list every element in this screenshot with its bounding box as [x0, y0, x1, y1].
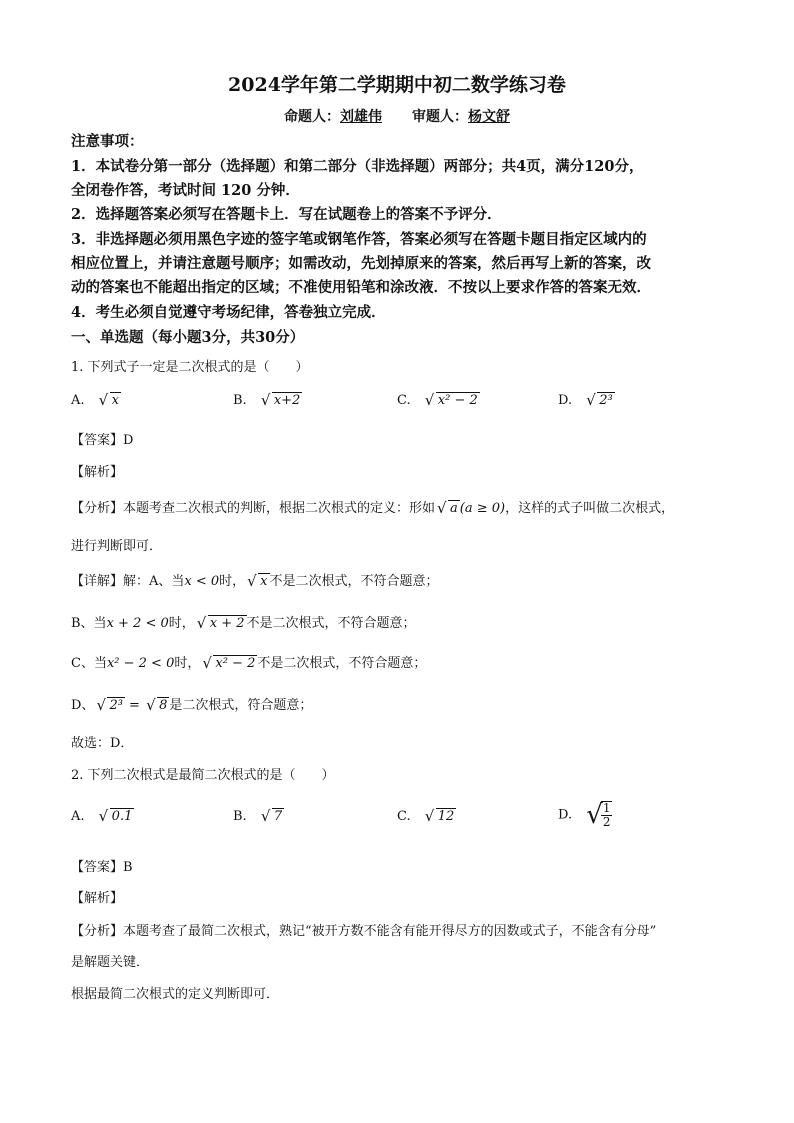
q2-fenxi-line-3: 根据最简二次根式的定义判断即可． [71, 987, 280, 1002]
notice-item-4: 4．考生必须自觉遵守考场纪律，答卷独立完成． [71, 304, 386, 321]
q2-fenxi-line-1: 【分析】本题考查了最简二次根式，熟记“被开方数不能含有能开得尽方的因数或式子，不能含有分母” [71, 924, 657, 939]
q2-option-b: B. √ 7 [233, 809, 284, 824]
notice-item-3-line-2: 相应位置上，并请注意题号顺序；如需改动，先划掉原来的答案，然后再写上新的答案，改 [71, 255, 651, 272]
q1-detail-b: B、当x + 2 < 0时，√ x + 2 不是二次根式，不符合题意； [71, 612, 416, 631]
q2-option-c: C. √ 12 [397, 809, 456, 824]
reviewer-name: 杨文舒 [468, 109, 510, 125]
author-label: 命题人： [284, 109, 340, 125]
page-title: 2024学年第二学期期中初二数学练习卷 [228, 74, 566, 96]
notice-item-3-line-3: 动的答案也不能超出指定的区域；不准使用铅笔和涂改液．不按以上要求作答的答案无效． [71, 279, 651, 296]
q2-answer: 【答案】B [71, 860, 133, 875]
notice-item-1-line-1: 1．本试卷分第一部分（选择题）和第二部分（非选择题）两部分；共4页，满分120分， [71, 158, 644, 175]
q2-stem: 2. 下列二次根式是最简二次根式的是（ ） [71, 768, 335, 783]
q1-option-b: B. √ x+2 [233, 393, 302, 408]
q1-option-a: A. √ x [71, 393, 121, 408]
notice-heading: 注意事项： [71, 133, 144, 150]
q1-option-d: D. √ 2³ [558, 393, 615, 408]
q2-option-d: D. √ $\frac{1}{2}$ [558, 800, 611, 830]
author-line [0, 106, 794, 126]
q1-answer: 【答案】D [71, 433, 134, 448]
q1-analysis-tag: 【解析】 [71, 465, 124, 480]
q1-fenxi-line-1: 【分析】本题考查二次根式的判断，根据二次根式的定义：形如√ a (a ≥ 0)，这样的式子叫做二次根式， [71, 497, 674, 516]
notice-item-3-line-1: 3．非选择题必须用黑色字迹的签字笔或钢笔作答，答案必须写在答题卡题目指定区域内的 [71, 231, 647, 248]
author-name: 刘雄伟 [340, 109, 382, 125]
q1-detail-a: 【详解】解：A、当x < 0时，√ x 不是二次根式，不符合题意； [71, 570, 439, 589]
q1-detail-c: C、当x² − 2 < 0时，√ x² − 2 不是二次根式，不符合题意； [71, 652, 426, 671]
q1-conclusion: 故选：D． [71, 736, 134, 751]
section-heading: 一、单选题（每小题3分，共30分） [71, 329, 305, 346]
q1-detail-d: D、√ 2³ = √ 8 是二次根式，符合题意； [71, 694, 312, 713]
q2-option-a: A. √ 0.1 [71, 809, 134, 824]
q1-stem: 1. 下列式子一定是二次根式的是（ ） [71, 360, 309, 375]
q1-fenxi-line-2: 进行判断即可． [71, 539, 163, 554]
notice-item-2: 2．选择题答案必须写在答题卡上．写在试题卷上的答案不予评分． [71, 206, 502, 223]
q2-fenxi-line-2: 是解题关键． [71, 955, 150, 970]
notice-item-1-line-2: 全闭卷作答，考试时间 120 分钟． [71, 182, 300, 199]
q2-analysis-tag: 【解析】 [71, 891, 124, 906]
reviewer-label: 审题人： [412, 109, 468, 125]
q1-option-c: C. √ x² − 2 [397, 393, 480, 408]
